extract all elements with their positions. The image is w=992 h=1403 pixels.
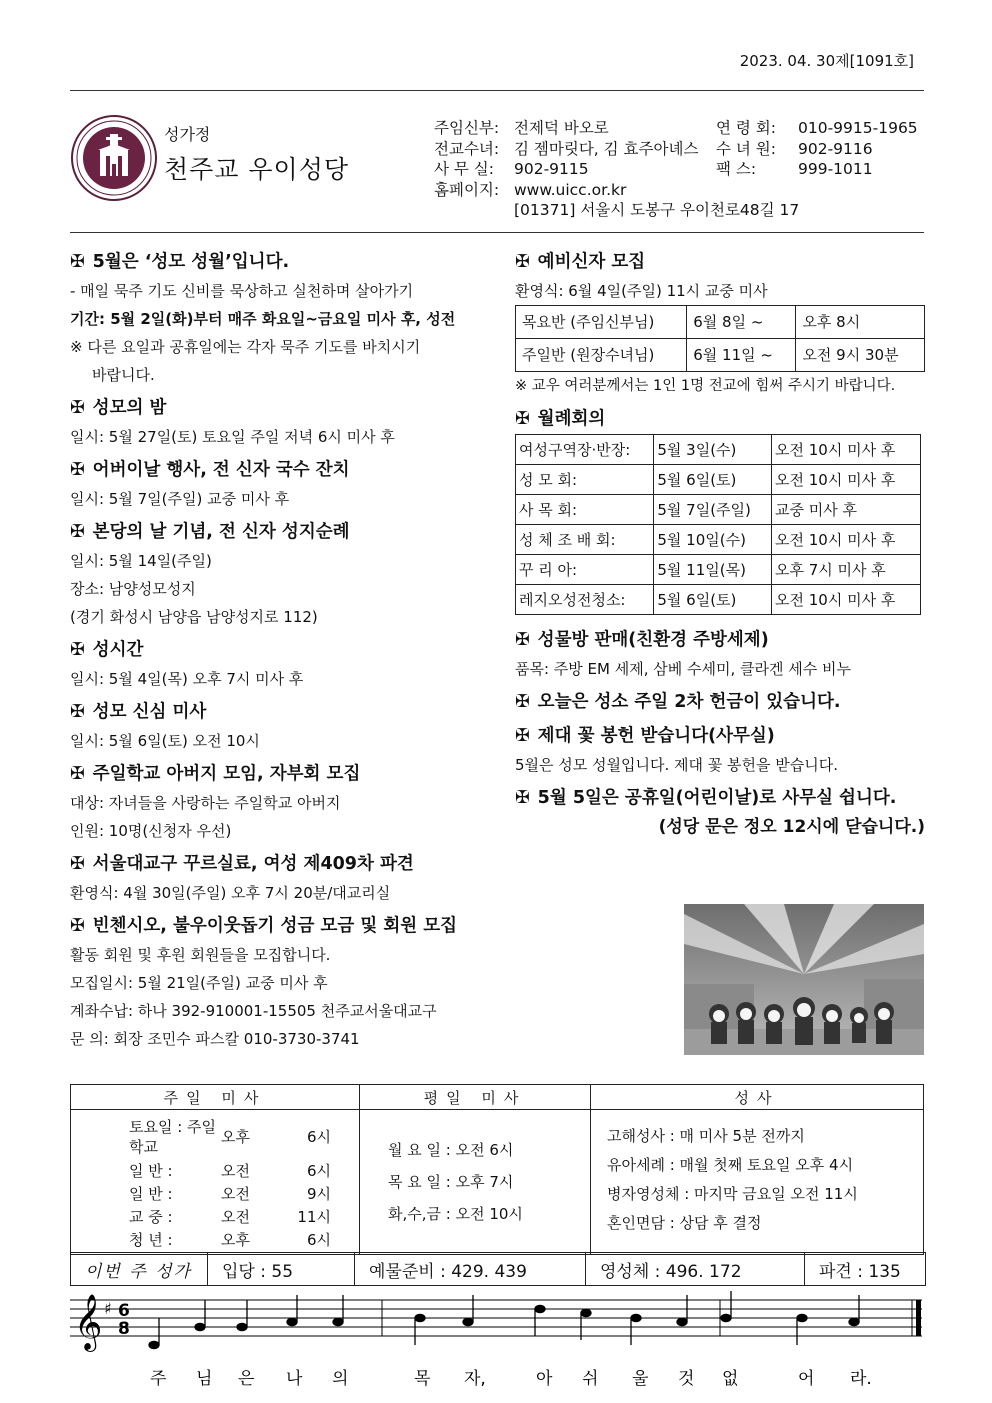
children-illustration xyxy=(684,904,924,1055)
section-title: ✠ 서울대교구 꾸르실료, 여성 제409차 파견 xyxy=(70,854,414,874)
table-row xyxy=(516,555,921,585)
lyrics xyxy=(150,1368,872,1389)
section-title: ✠ 5월 5일은 공휴일(어린이날)로 사무실 쉽니다. xyxy=(515,788,897,808)
table-cell: 성 체 조 배 회: xyxy=(516,525,654,555)
table-cell: 교중 미사 후 xyxy=(772,495,921,525)
offertory-hymn: 예물준비 : 429. 439 xyxy=(355,1253,586,1285)
homepage-link[interactable]: www.uicc.or.kr xyxy=(514,180,627,199)
text-line: 환영식: 6월 4일(주일) 11시 교중 미사 xyxy=(515,282,768,300)
text-line: 계좌수납: 하나 392-910001-15505 천주교서울대교구 xyxy=(70,1002,437,1020)
text-line: 품목: 주방 EM 세제, 삼베 수세미, 클라겐 세수 비누 xyxy=(515,660,851,678)
lyric-syllable: 님 xyxy=(196,1369,213,1389)
table-cell: 오전 10시 미사 후 xyxy=(772,465,921,495)
text-line: 일시: 5월 6일(토) 오전 10시 xyxy=(70,732,260,750)
text-line: 문 의: 회장 조민수 파스칼 010-3730-3741 xyxy=(70,1030,360,1048)
table-cell: 꾸 리 아: xyxy=(516,555,654,585)
table-cell: 주일반 (원장수녀님) xyxy=(516,339,687,372)
left-column xyxy=(70,243,500,1053)
text-line: 일시: 5월 4일(목) 오후 7시 미사 후 xyxy=(70,670,304,688)
table-cell: 5월 7일(주일) xyxy=(654,495,772,525)
lyric-syllable: 울 xyxy=(632,1369,649,1389)
time-signature-bottom: 8 xyxy=(118,1319,130,1339)
table-cell: 사 목 회: xyxy=(516,495,654,525)
nuns-names: 김 젬마릿다, 김 효주아녜스 xyxy=(514,139,699,158)
fax-number: 999-1011 xyxy=(798,160,873,178)
priest-label: 주임신부: xyxy=(434,119,500,137)
mass-schedule-table xyxy=(70,1084,924,1255)
lyric-syllable: 주 xyxy=(150,1369,167,1389)
address: [01371] 서울시 도봉구 우이천로48길 17 xyxy=(514,201,800,219)
lyric-syllable: 쉬 xyxy=(582,1369,599,1389)
text-line: (경기 화성시 남양읍 남양성지로 112) xyxy=(70,608,318,626)
table-cell: 오전 9시 30분 xyxy=(796,339,925,372)
entrance-hymn: 입당 : 55 xyxy=(208,1253,355,1285)
sunday-mass-header: 주일 미사 xyxy=(71,1085,360,1110)
table-cell: 오전 10시 미사 후 xyxy=(772,525,921,555)
sacrament-list: 고해성사 : 매 미사 5분 전까지 유아세례 : 매월 첫째 토요일 오후 4시 병자영성체 : 마지막 금요일 오전 11시 혼인면담 : 상담 후 결정 xyxy=(591,1110,924,1255)
header-divider xyxy=(70,232,924,233)
text-line: - 매일 묵주 기도 신비를 묵상하고 실천하며 살아가기 xyxy=(70,282,414,300)
office-label: 사 무 실: xyxy=(434,160,494,178)
weekday-mass-header: 평일 미사 xyxy=(360,1085,591,1110)
fax-label: 팩 스: xyxy=(716,160,757,178)
council-label: 연 령 회: xyxy=(716,119,776,137)
right-column xyxy=(515,243,925,841)
section-title: ✠ 성시간 xyxy=(70,640,144,660)
table-row xyxy=(516,435,921,465)
sunday-mass-list: 토요일 : 주일학교 오후 6시 일 반 : 오전 6시 일 반 : 오전 9시 교 중 : 오전 11시 청 년 : 오후 6시 xyxy=(71,1110,360,1255)
table-row xyxy=(516,306,925,339)
catechumen-table xyxy=(515,305,925,372)
homepage-label: 홈페이지: xyxy=(434,180,500,199)
nuns-label: 전교수녀: xyxy=(434,139,500,158)
section-title: ✠ 5월은 ‘성모 성월’입니다. xyxy=(70,252,290,272)
section-title: ✠ 본당의 날 기념, 전 신자 성지순례 xyxy=(70,522,350,542)
text-line: 장소: 남양성모성지 xyxy=(70,580,196,598)
table-row xyxy=(516,495,921,525)
meeting-table xyxy=(515,434,921,615)
table-row xyxy=(516,525,921,555)
text-line: 일시: 5월 7일(주일) 교중 미사 후 xyxy=(70,490,290,508)
convent-label: 수 녀 원: xyxy=(716,139,776,158)
text-line: 기간: 5월 2일(화)부터 매주 화요일~금요일 미사 후, 성전 xyxy=(70,310,456,328)
table-cell: 레지오성전청소: xyxy=(516,585,654,615)
text-line: 바랍니다. xyxy=(92,366,155,384)
lyric-syllable: 어 xyxy=(798,1369,815,1389)
table-cell: 오후 8시 xyxy=(796,306,925,339)
table-cell: 6월 11일 ~ xyxy=(687,339,796,372)
table-cell: 5월 3일(수) xyxy=(654,435,772,465)
text-line: 5월은 성모 성월입니다. 제대 꽃 봉헌을 받습니다. xyxy=(515,756,838,774)
sharp-icon: ♯ xyxy=(104,1299,112,1318)
lyric-syllable: 없 xyxy=(722,1369,739,1389)
section-title: ✠ 성모 신심 미사 xyxy=(70,702,207,722)
council-phone: 010-9915-1965 xyxy=(798,119,918,137)
text-line: (성당 문은 정오 12시에 닫습니다.) xyxy=(658,817,925,837)
church-info xyxy=(434,118,918,221)
table-row xyxy=(516,465,921,495)
text-line: 모집일시: 5월 21일(주일) 교중 미사 후 xyxy=(70,974,328,992)
lyric-syllable: 자, xyxy=(464,1369,486,1389)
text-line: 일시: 5월 14일(주일) xyxy=(70,552,212,570)
treble-clef-icon: 𝄞 xyxy=(74,1294,103,1350)
hymn-bar xyxy=(70,1252,926,1286)
text-line: ※ 교우 여러분께서는 1인 1명 전교에 힘써 주시기 바랍니다. xyxy=(515,378,896,394)
recessional-hymn: 파견 : 135 xyxy=(819,1261,901,1282)
church-subtitle: 성가정 xyxy=(164,125,211,144)
lyric-syllable: 의 xyxy=(332,1369,349,1389)
table-cell: 5월 10일(수) xyxy=(654,525,772,555)
table-row xyxy=(516,585,921,615)
communion-hymn: 영성체 : 496. 172 xyxy=(586,1253,805,1285)
lyric-syllable: 목 xyxy=(414,1369,431,1389)
hymn-score xyxy=(70,1288,924,1398)
text-line: 활동 회원 및 후원 회원들을 모집합니다. xyxy=(70,946,331,964)
section-title: ✠ 월례회의 xyxy=(515,409,606,429)
issue-date: 2023. 04. 30제[1091호] xyxy=(739,52,914,70)
table-cell: 5월 11일(목) xyxy=(654,555,772,585)
section-title: ✠ 빈첸시오, 불우이웃돕기 성금 모금 및 회원 모집 xyxy=(70,916,458,936)
lyric-syllable: 아 xyxy=(536,1369,553,1389)
weekday-mass-list: 월 요 일 : 오전 6시 목 요 일 : 오후 7시 화,수,금 : 오전 10시 xyxy=(360,1110,591,1255)
table-cell: 5월 6일(토) xyxy=(654,585,772,615)
sacrament-header: 성사 xyxy=(591,1085,924,1110)
lyric-syllable: 라. xyxy=(850,1369,872,1389)
priest-name: 전제덕 바오로 xyxy=(514,119,609,137)
hymn-label: 이번 주 성가 xyxy=(71,1253,208,1285)
section-title: ✠ 오늘은 성소 주일 2차 헌금이 있습니다. xyxy=(515,692,841,712)
text-line: ※ 다른 요일과 공휴일에는 각자 묵주 기도를 바치시기 xyxy=(70,338,421,356)
table-cell: 6월 8일 ~ xyxy=(687,306,796,339)
church-logo-icon xyxy=(70,114,158,202)
lyric-syllable: 나 xyxy=(286,1369,303,1389)
table-cell: 오전 10시 미사 후 xyxy=(772,585,921,615)
time-signature-top: 6 xyxy=(118,1301,130,1321)
text-line: 일시: 5월 27일(토) 토요일 주일 저녁 6시 미사 후 xyxy=(70,428,395,446)
table-cell: 5월 6일(토) xyxy=(654,465,772,495)
church-name: 천주교 우이성당 xyxy=(164,155,349,184)
section-title: ✠ 성모의 밤 xyxy=(70,398,167,418)
top-divider xyxy=(70,90,924,91)
table-cell: 성 모 회: xyxy=(516,465,654,495)
office-phone: 902-9115 xyxy=(514,160,589,178)
section-title: ✠ 어버이날 행사, 전 신자 국수 잔치 xyxy=(70,460,350,480)
table-row xyxy=(516,339,925,372)
table-cell: 오후 7시 미사 후 xyxy=(772,555,921,585)
text-line: 인원: 10명(신청자 우선) xyxy=(70,822,232,840)
convent-phone: 902-9116 xyxy=(798,139,873,158)
section-title: ✠ 예비신자 모집 xyxy=(515,252,646,272)
table-cell: 목요반 (주임신부님) xyxy=(516,306,687,339)
section-title: ✠ 성물방 판매(친환경 주방세제) xyxy=(515,630,769,650)
section-title: ✠ 제대 꽃 봉헌 받습니다(사무실) xyxy=(515,726,775,746)
section-title: ✠ 주일학교 아버지 모임, 자부회 모집 xyxy=(70,764,361,784)
lyric-syllable: 것 xyxy=(678,1369,695,1389)
text-line: 대상: 자녀들을 사랑하는 주일학교 아버지 xyxy=(70,794,341,812)
lyric-syllable: 은 xyxy=(238,1369,255,1389)
table-cell: 오전 10시 미사 후 xyxy=(772,435,921,465)
text-line: 환영식: 4월 30일(주일) 오후 7시 20분/대교리실 xyxy=(70,884,391,902)
table-cell: 여성구역장·반장: xyxy=(516,435,654,465)
